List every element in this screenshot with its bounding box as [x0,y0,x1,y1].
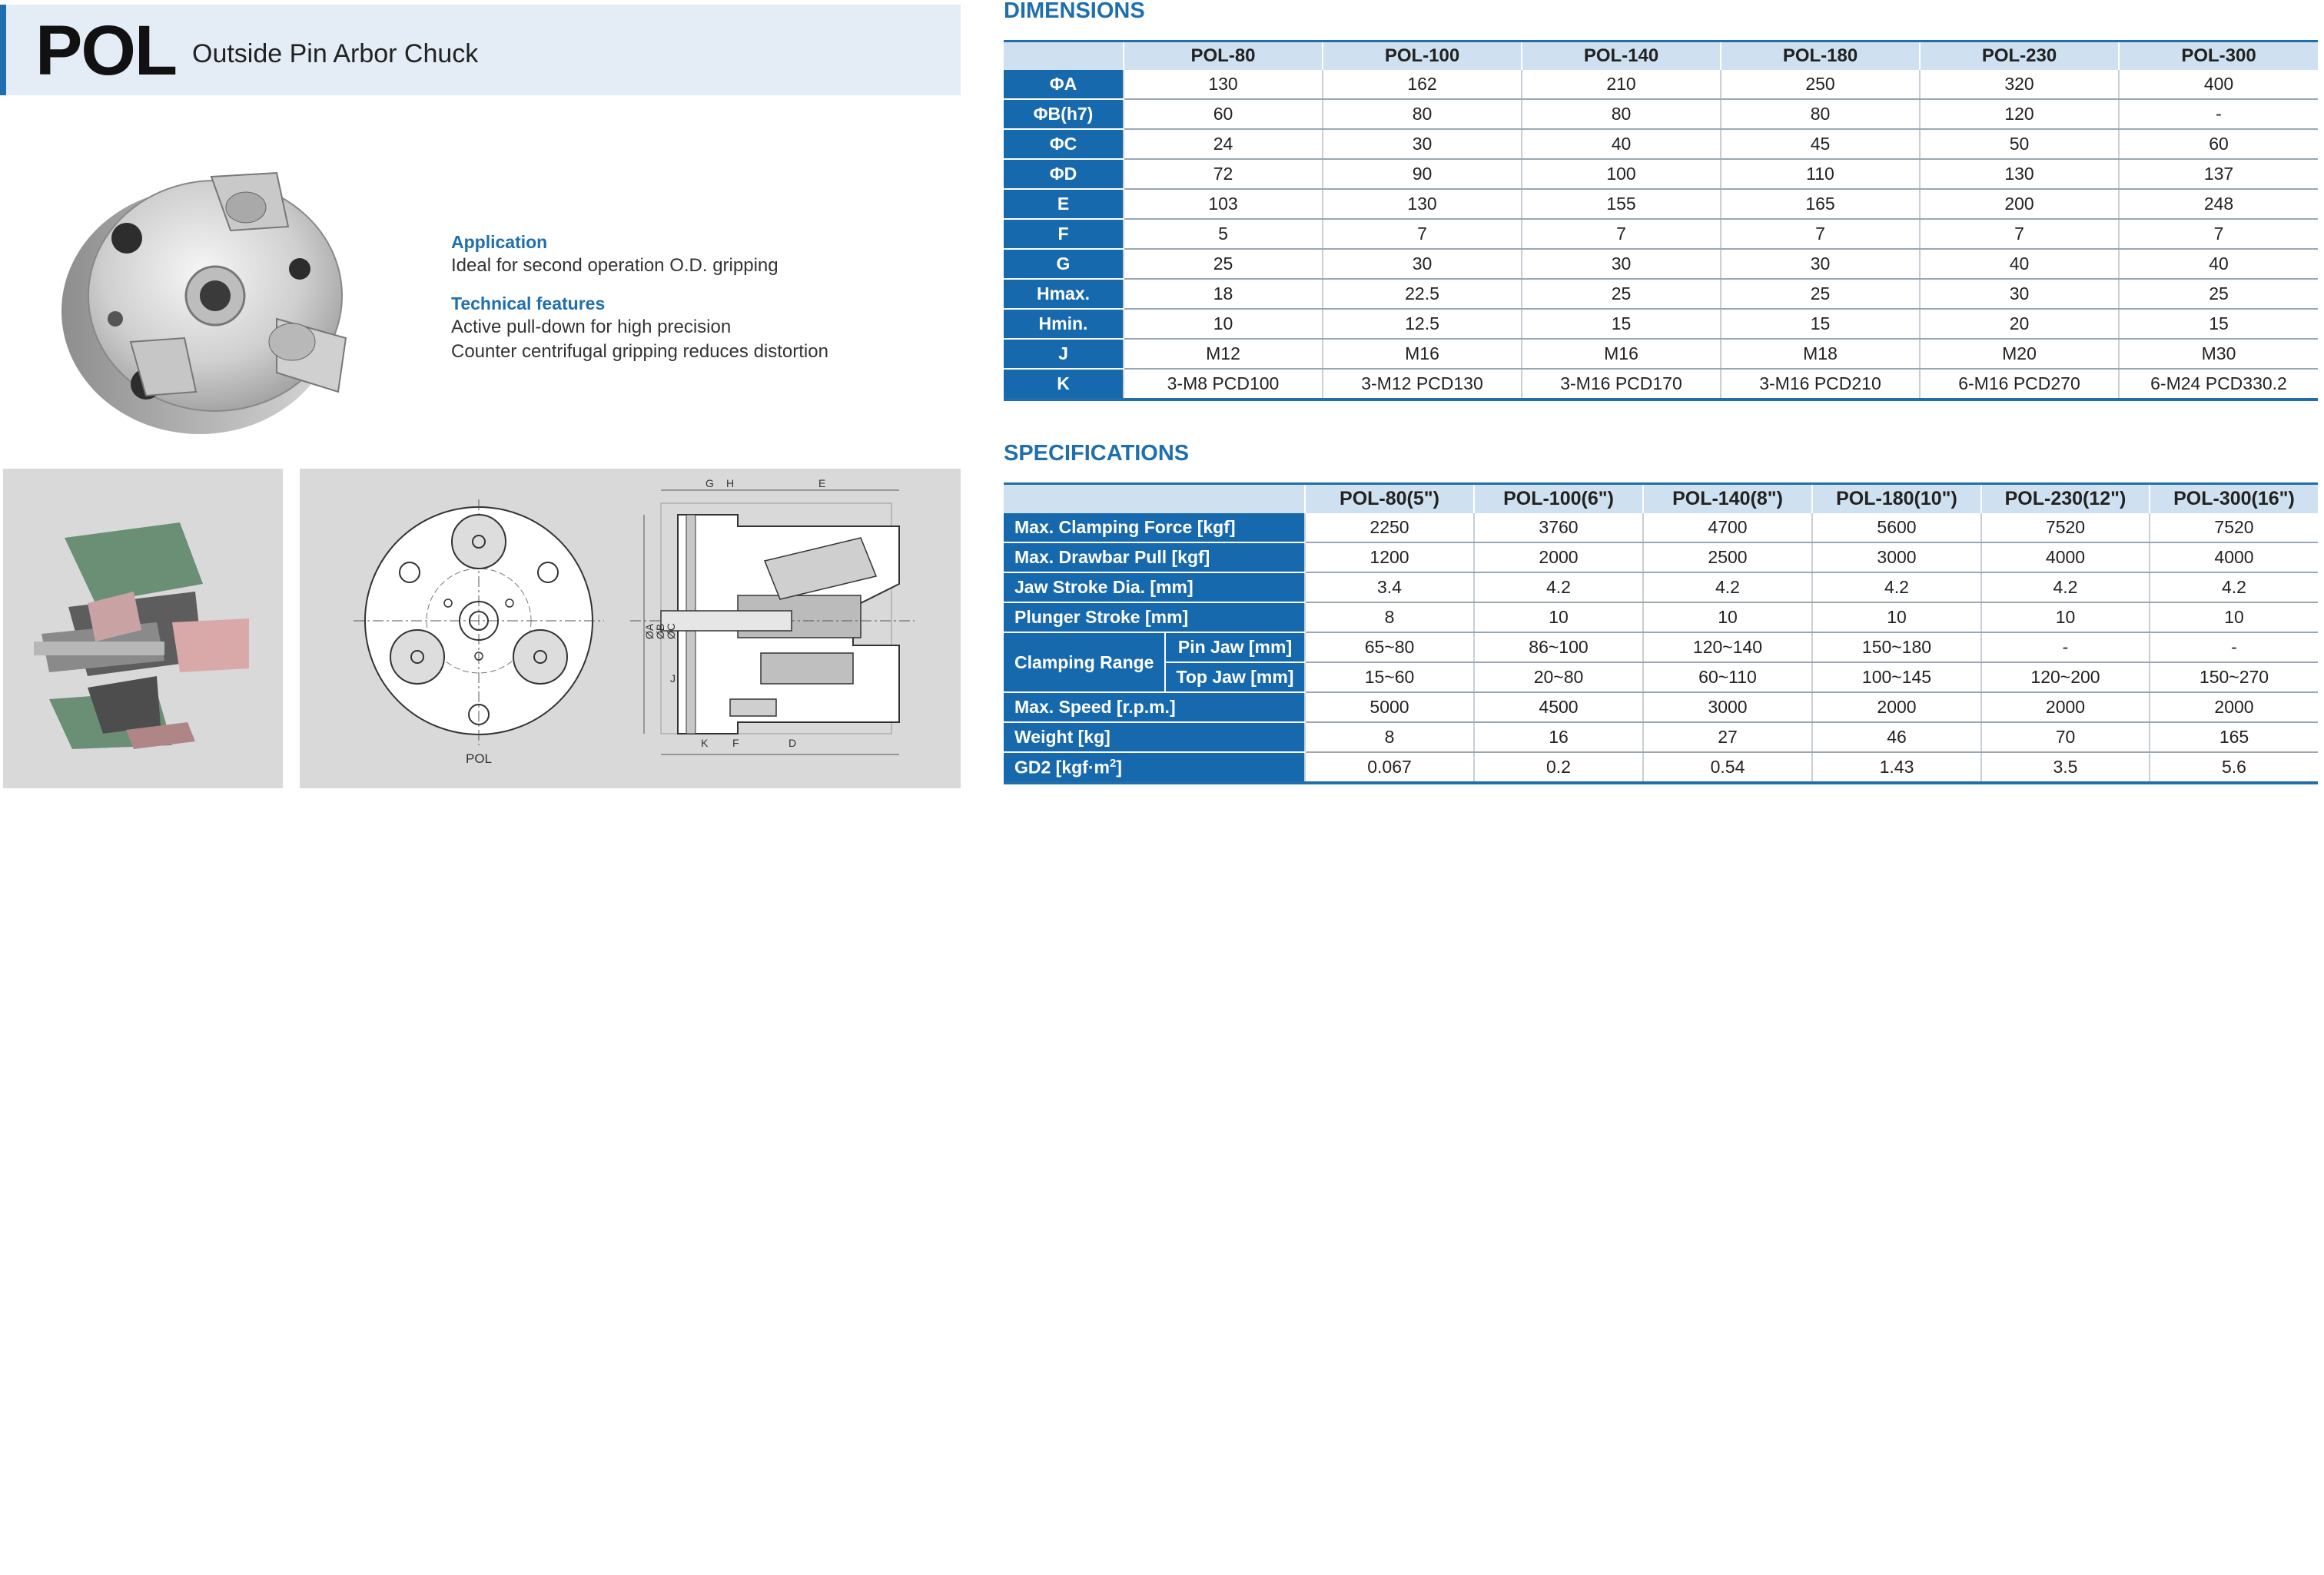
technical-line: Counter centrifugal gripping reduces distortion [451,341,828,362]
dimensions-cell: 7 [1522,219,1721,249]
application-text: Ideal for second operation O.D. gripping [451,255,779,276]
clamping-range-sub-label: Top Jaw [mm] [1165,662,1305,692]
dimensions-cell: 45 [1721,129,1920,159]
dimensions-cell: 5 [1124,219,1323,249]
dimensions-row-label: Hmin. [1004,309,1124,339]
dimensions-cell: 20 [1920,309,2119,339]
specifications-cell: 4500 [1474,692,1643,722]
specifications-cell: 4000 [2150,542,2318,572]
dimensions-cell: 24 [1124,129,1323,159]
dimensions-cell: 400 [2119,70,2318,99]
dim-label-g: G [706,477,714,489]
dimensions-cell: 155 [1522,189,1721,219]
dimensions-cell: 15 [2119,309,2318,339]
specifications-column-header: POL-100(6") [1474,484,1643,514]
specifications-cell: 2000 [1474,542,1643,572]
specifications-cell: 2000 [1812,692,1981,722]
specifications-cell: 5600 [1812,513,1981,542]
header-corner [1004,41,1124,71]
dimensions-row-label: J [1004,339,1124,369]
specifications-cell: - [1981,632,2150,662]
dimensions-cell: 18 [1124,279,1323,309]
specifications-cell: 10 [1981,602,2150,632]
dimensions-cell: 250 [1721,70,1920,99]
specifications-cell: 86~100 [1474,632,1643,662]
dimensions-cell: 80 [1522,99,1721,129]
cutaway-render [3,469,283,788]
dimensions-column-header: POL-180 [1721,41,1920,71]
title-banner [0,5,961,95]
specifications-cell: 3760 [1474,513,1643,542]
dimensions-cell: 130 [1124,70,1323,99]
dimensions-row [1004,189,2318,219]
dimensions-cell: 60 [1124,99,1323,129]
dimensions-cell: 30 [1721,249,1920,279]
dimensions-cell: - [2119,99,2318,129]
dim-label-f: F [732,737,739,749]
specifications-cell: 65~80 [1305,632,1474,662]
dimensions-cell: 40 [1522,129,1721,159]
dimensions-row-label: ΦA [1004,70,1124,99]
product-info [451,230,943,364]
product-name: Outside Pin Arbor Chuck [192,39,479,68]
clamping-range-label: Clamping Range [1004,632,1165,692]
dimensions-column-header: POL-100 [1323,41,1522,71]
gd2-label-superscript: 2 [1109,756,1117,770]
dimensions-cell: 200 [1920,189,2119,219]
specifications-cell: 10 [1812,602,1981,632]
specifications-cell: 120~200 [1981,662,2150,692]
dimensions-cell: M12 [1124,339,1323,369]
specifications-cell: 4.2 [2150,572,2318,602]
dimensions-cell: 90 [1323,159,1522,189]
specifications-row [1004,692,2318,722]
specifications-row-label: Weight [kg] [1004,722,1305,752]
dimensions-column-header: POL-300 [2119,41,2318,71]
dim-label-j: J [670,672,676,685]
specifications-cell: 7520 [2150,513,2318,542]
specifications-cell: 3000 [1643,692,1812,722]
dim-label-b: ØB [654,623,666,639]
specifications-cell: 165 [2150,722,2318,752]
specifications-cell: 1200 [1305,542,1474,572]
dimensions-row-label: G [1004,249,1124,279]
dimensions-row [1004,159,2318,189]
dimensions-cell: 110 [1721,159,1920,189]
specifications-header-row [1004,484,2318,514]
dimensions-cell: 165 [1721,189,1920,219]
dimensions-cell: 3-M16 PCD210 [1721,369,1920,400]
dimensions-cell: 30 [1522,249,1721,279]
specifications-cell: 4000 [1981,542,2150,572]
dimensions-cell: 7 [1323,219,1522,249]
dimensions-cell: 80 [1323,99,1522,129]
dimensions-cell: M16 [1522,339,1721,369]
dimensions-cell: 15 [1721,309,1920,339]
specifications-cell: 100~145 [1812,662,1981,692]
technical-line: Active pull-down for high precision [451,317,732,337]
dimensions-cell: 30 [1323,129,1522,159]
dimensions-table [1004,40,2318,401]
dimensions-cell: M16 [1323,339,1522,369]
dimensions-row [1004,249,2318,279]
specifications-row-label: Jaw Stroke Dia. [mm] [1004,572,1305,602]
dimensions-cell: 3-M12 PCD130 [1323,369,1522,400]
specifications-cell: 10 [1643,602,1812,632]
dimensions-cell: 25 [1124,249,1323,279]
specifications-row [1004,632,2318,662]
dimensions-cell: 7 [1920,219,2119,249]
dimensions-row [1004,219,2318,249]
dimensions-row-label: ΦC [1004,129,1124,159]
specifications-cell: 8 [1305,602,1474,632]
specifications-cell: 150~180 [1812,632,1981,662]
dimensions-row-label: F [1004,219,1124,249]
dim-label-a: ØA [643,623,656,639]
chuck-photo [31,154,369,446]
dimensions-cell: 103 [1124,189,1323,219]
dimensions-cell: 72 [1124,159,1323,189]
dimensions-cell: 248 [2119,189,2318,219]
dimensions-row [1004,99,2318,129]
dimensions-cell: 30 [1920,279,2119,309]
product-code: POL [35,12,177,90]
specifications-cell: 3.5 [1981,752,2150,783]
dimensions-cell: 162 [1323,70,1522,99]
specifications-cell: 2500 [1643,542,1812,572]
technical-heading: Technical features [451,293,606,313]
specifications-cell: 150~270 [2150,662,2318,692]
dimensions-cell: 7 [2119,219,2318,249]
dim-label-d: D [788,737,797,749]
clamping-range-sub-label: Pin Jaw [mm] [1165,632,1305,662]
dimensions-cell: 80 [1721,99,1920,129]
dimensions-row [1004,129,2318,159]
specifications-cell: 16 [1474,722,1643,752]
dimensions-cell: 15 [1522,309,1721,339]
dimensions-cell: 210 [1522,70,1721,99]
specifications-cell: 120~140 [1643,632,1812,662]
technical-drawing-panel [300,469,961,788]
specifications-cell: 5.6 [2150,752,2318,783]
specifications-row-label: Max. Clamping Force [kgf] [1004,513,1305,542]
specifications-cell: 0.54 [1643,752,1812,783]
specifications-cell: 5000 [1305,692,1474,722]
specifications-row [1004,662,2318,692]
dim-label-h: H [726,477,735,489]
specifications-row [1004,722,2318,752]
specifications-cell: 0.067 [1305,752,1474,783]
specifications-cell: 1.43 [1812,752,1981,783]
dimensions-header-row [1004,41,2318,71]
dimensions-row [1004,339,2318,369]
dim-label-k: K [701,737,709,749]
specifications-cell: 15~60 [1305,662,1474,692]
dimensions-row-label: K [1004,369,1124,400]
dimensions-cell: 3-M16 PCD170 [1522,369,1721,400]
dimensions-row-label: ΦB(h7) [1004,99,1124,129]
gd2-row-label [1004,752,1305,783]
dimensions-cell: 6-M16 PCD270 [1920,369,2119,400]
dimensions-row-label: E [1004,189,1124,219]
specifications-cell: 2000 [1981,692,2150,722]
specifications-column-header: POL-230(12") [1981,484,2150,514]
technical-drawing [300,469,961,788]
specifications-row [1004,752,2318,783]
dimensions-cell: 130 [1920,159,2119,189]
specifications-row-label: Plunger Stroke [mm] [1004,602,1305,632]
dimensions-cell: 100 [1522,159,1721,189]
gd2-label-text: GD2 [kgf·m [1014,757,1110,778]
drawing-caption: POL [465,751,493,766]
specifications-cell: 0.2 [1474,752,1643,783]
dimensions-cell: 50 [1920,129,2119,159]
specifications-cell: 27 [1643,722,1812,752]
dimensions-row [1004,279,2318,309]
specifications-row [1004,572,2318,602]
dimensions-cell: M30 [2119,339,2318,369]
specifications-cell: 3.4 [1305,572,1474,602]
dimensions-cell: 25 [1522,279,1721,309]
dimensions-cell: 60 [2119,129,2318,159]
specifications-cell: 10 [2150,602,2318,632]
dimensions-cell: 137 [2119,159,2318,189]
dimensions-cell: 12.5 [1323,309,1522,339]
dimensions-column-header: POL-80 [1124,41,1323,71]
dimensions-cell: 320 [1920,70,2119,99]
dimensions-cell: M18 [1721,339,1920,369]
specifications-cell: 4700 [1643,513,1812,542]
dimensions-cell: 22.5 [1323,279,1522,309]
dimensions-cell: 25 [1721,279,1920,309]
dimensions-cell: 6-M24 PCD330.2 [2119,369,2318,400]
specifications-cell: 2250 [1305,513,1474,542]
dimensions-row-label: Hmax. [1004,279,1124,309]
dimensions-cell: 130 [1323,189,1522,219]
application-heading: Application [451,232,548,252]
specifications-row-label: Max. Drawbar Pull [kgf] [1004,542,1305,572]
dim-label-c: ØC [665,623,677,639]
dimensions-cell: 10 [1124,309,1323,339]
specifications-row [1004,513,2318,542]
specifications-cell: 8 [1305,722,1474,752]
specifications-row [1004,542,2318,572]
dimensions-cell: 40 [2119,249,2318,279]
specifications-cell: 60~110 [1643,662,1812,692]
dimensions-row [1004,70,2318,99]
dimensions-row [1004,369,2318,400]
specifications-cell: 4.2 [1981,572,2150,602]
gd2-label-end: ] [1116,757,1122,778]
specifications-cell: - [2150,632,2318,662]
dimensions-title: DIMENSIONS [1004,0,1145,23]
dimensions-cell: 25 [2119,279,2318,309]
dim-label-e: E [818,477,826,489]
specifications-column-header: POL-80(5") [1305,484,1474,514]
specifications-cell: 46 [1812,722,1981,752]
dimensions-cell: 3-M8 PCD100 [1124,369,1323,400]
dimensions-row [1004,309,2318,339]
dimensions-row-label: ΦD [1004,159,1124,189]
specifications-column-header: POL-180(10") [1812,484,1981,514]
specifications-cell: 3000 [1812,542,1981,572]
specifications-cell: 7520 [1981,513,2150,542]
cutaway-render-panel [3,469,283,788]
specifications-title: SPECIFICATIONS [1004,441,1190,466]
header-corner [1004,484,1305,514]
specifications-table [1004,482,2318,784]
specifications-cell: 4.2 [1812,572,1981,602]
dimensions-column-header: POL-140 [1522,41,1721,71]
specifications-cell: 10 [1474,602,1643,632]
dimensions-cell: 7 [1721,219,1920,249]
dimensions-cell: 40 [1920,249,2119,279]
specifications-cell: 2000 [2150,692,2318,722]
dimensions-cell: M20 [1920,339,2119,369]
specifications-row-label: Max. Speed [r.p.m.] [1004,692,1305,722]
specifications-cell: 20~80 [1474,662,1643,692]
specifications-column-header: POL-140(8") [1643,484,1812,514]
specifications-column-header: POL-300(16") [2150,484,2318,514]
dimensions-cell: 120 [1920,99,2119,129]
dimensions-column-header: POL-230 [1920,41,2119,71]
specifications-cell: 4.2 [1643,572,1812,602]
specifications-cell: 4.2 [1474,572,1643,602]
specifications-cell: 70 [1981,722,2150,752]
specifications-row [1004,602,2318,632]
dimensions-cell: 30 [1323,249,1522,279]
